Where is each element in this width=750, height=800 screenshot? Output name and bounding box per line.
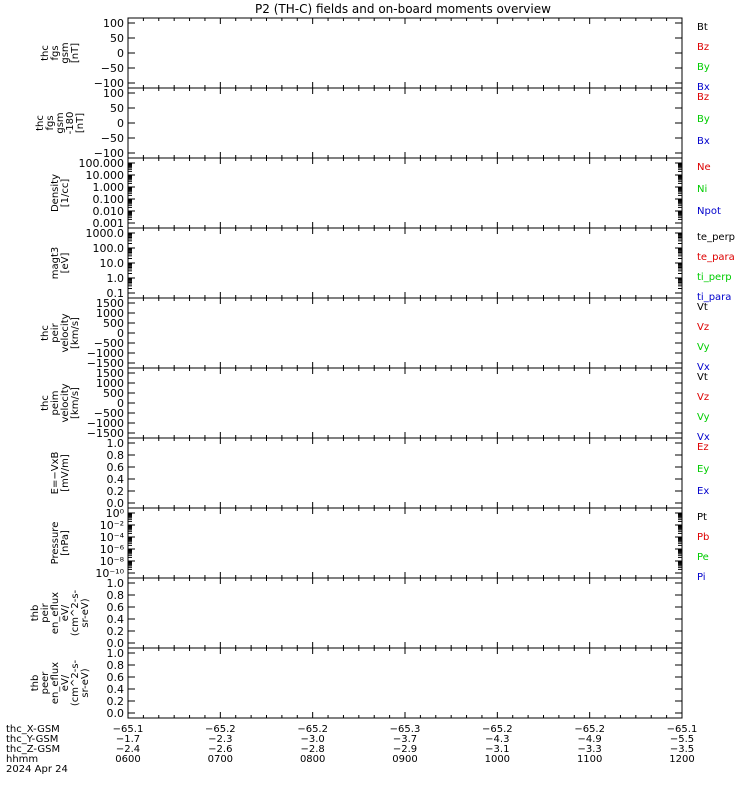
panel-6 — [40, 367, 710, 443]
legend-label: Ni — [697, 184, 708, 195]
y-tick-label: 0.8 — [106, 589, 124, 602]
x-axis-group — [6, 724, 697, 775]
x-axis-row-label: thc_X-GSM — [6, 724, 60, 735]
legend-label: Bt — [697, 22, 708, 33]
y-tick-label: 1.0 — [106, 272, 124, 285]
y-axis-label-line: thb — [30, 604, 41, 622]
y-axis-label-line: peir — [50, 323, 61, 343]
y-tick-label: 0.0 — [106, 497, 124, 510]
y-axis-label-line: [km/s] — [70, 387, 81, 419]
x-axis-row-value: −65.2 — [297, 724, 328, 735]
y-axis-label-line: velocity — [60, 383, 71, 423]
legend-label: Vy — [697, 342, 710, 353]
y-tick-label: 0.6 — [106, 671, 124, 684]
y-tick-label: 10⁻⁸ — [99, 555, 124, 568]
y-tick-label: 0.2 — [106, 695, 124, 708]
y-tick-label: −500 — [93, 337, 124, 350]
y-axis-label-line: sr-eV) — [80, 668, 91, 698]
x-axis-row-value: 1000 — [484, 754, 511, 765]
legend-label: ti_para — [697, 292, 732, 303]
legend-label: te_perp — [697, 232, 736, 243]
legend-label: Vx — [697, 362, 710, 373]
y-axis-label-line: peim — [50, 390, 61, 416]
y-axis-label — [50, 247, 71, 280]
y-axis-label-line: -180 — [65, 111, 76, 135]
x-axis-row-value: 0800 — [299, 754, 326, 765]
y-axis-label-line: [eV] — [60, 252, 71, 274]
panel-frame — [128, 578, 682, 648]
x-axis-row-label: thc_Z-GSM — [6, 744, 61, 755]
panel-frame — [128, 158, 682, 228]
panel-8 — [50, 507, 709, 583]
legend-label: te_para — [697, 252, 735, 263]
y-tick-label: −100 — [93, 147, 124, 160]
x-axis-row-value: −5.5 — [669, 734, 695, 745]
panel-2 — [35, 87, 710, 160]
y-tick-label: −100 — [93, 77, 124, 90]
legend-label: Vz — [697, 322, 710, 333]
panel-frame — [128, 648, 682, 718]
y-axis-label-line: Density — [50, 173, 61, 213]
x-axis-row-value: 0700 — [207, 754, 234, 765]
y-axis-label — [40, 313, 81, 352]
x-axis-row-value: −2.9 — [392, 744, 418, 755]
y-tick-label: 10⁰ — [105, 507, 124, 520]
y-tick-label: 1500 — [96, 297, 124, 310]
legend-label: Vx — [697, 432, 710, 443]
y-axis-label-line: gsm — [55, 112, 66, 134]
legend-label: Pe — [697, 552, 709, 563]
y-axis-label-line: [km/s] — [70, 317, 81, 349]
legend-label: Bx — [697, 82, 710, 93]
y-tick-label: 0.0 — [106, 707, 124, 720]
y-axis-label-line: thc — [40, 325, 51, 341]
x-axis-row-value: −4.3 — [485, 734, 510, 745]
panel-frame — [128, 228, 682, 298]
x-axis-row-value: −65.2 — [205, 724, 236, 735]
legend-label: By — [697, 114, 710, 125]
y-axis-label-line: fgs — [45, 115, 56, 131]
panel-10 — [30, 647, 682, 720]
y-tick-label: 10.0 — [99, 257, 124, 270]
y-tick-label: 0.6 — [106, 461, 124, 474]
y-tick-label: −1500 — [86, 427, 124, 440]
y-axis-label-line: thc — [35, 115, 46, 131]
panel-frame — [128, 508, 682, 578]
panel-9 — [30, 577, 682, 650]
legend-label: Pb — [697, 532, 710, 543]
x-axis-row-value: −4.9 — [577, 734, 602, 745]
panels-group — [30, 17, 735, 720]
y-tick-label: 100.0 — [92, 242, 124, 255]
y-axis-label-line: thc — [40, 45, 51, 61]
x-axis-row-value: −2.6 — [208, 744, 233, 755]
y-tick-label: 50 — [110, 32, 124, 45]
x-axis-row-value: −2.3 — [208, 734, 233, 745]
x-axis-row-value: −65.3 — [389, 724, 421, 735]
y-axis-label-line: [nT] — [75, 112, 86, 134]
y-axis-label — [50, 452, 71, 495]
panel-5 — [40, 297, 710, 373]
x-axis-row-value: −65.2 — [482, 724, 513, 735]
y-tick-label: 0.4 — [106, 613, 124, 626]
y-axis-label-line: [1/cc] — [60, 178, 71, 208]
x-axis-row-value: −65.2 — [574, 724, 605, 735]
y-axis-label-line: sr-eV) — [80, 598, 91, 628]
y-tick-label: 10⁻⁴ — [99, 531, 124, 544]
panel-frame — [128, 88, 682, 158]
legend-label: Pi — [697, 572, 706, 583]
y-tick-label: 0.010 — [92, 205, 124, 218]
y-tick-label: 100 — [103, 87, 124, 100]
y-tick-label: 1.000 — [92, 181, 124, 194]
y-axis-label-line: magt3 — [50, 246, 61, 280]
y-axis-label — [30, 659, 91, 706]
x-axis-row-value: −2.4 — [115, 744, 141, 755]
y-tick-label: 1000.0 — [85, 227, 124, 240]
legend-label: Ne — [697, 162, 711, 173]
chart-title: P2 (TH-C) fields and on-board moments overview — [255, 2, 551, 16]
y-tick-label: −50 — [100, 62, 124, 75]
legend-label: ti_perp — [697, 272, 732, 283]
y-tick-label: −1000 — [86, 417, 124, 430]
x-axis-row-value: −3.5 — [669, 744, 695, 755]
x-axis-row-value: −65.1 — [666, 724, 698, 735]
y-tick-label: 10⁻² — [99, 519, 124, 532]
y-tick-label: 100 — [103, 17, 124, 30]
y-tick-label: −500 — [93, 407, 124, 420]
legend-label: Npot — [697, 206, 721, 217]
y-tick-label: 0.2 — [106, 485, 124, 498]
y-axis-label — [30, 589, 91, 636]
y-axis-label-line: peir — [40, 603, 51, 623]
y-axis-label-line: velocity — [60, 313, 71, 353]
y-axis-label-line: thb — [30, 674, 41, 692]
y-tick-label: 50 — [110, 102, 124, 115]
x-axis-row-value: −3.0 — [300, 734, 325, 745]
x-axis-row-label: hhmm — [6, 754, 39, 765]
y-tick-label: 0 — [117, 47, 124, 60]
y-tick-label: 0.8 — [106, 449, 124, 462]
y-tick-label: 0 — [117, 327, 124, 340]
y-tick-label: −1500 — [86, 357, 124, 370]
y-axis-label-line: en_eflux — [50, 591, 61, 635]
panel-4 — [50, 227, 735, 303]
panel-3 — [50, 157, 721, 230]
legend-label: Ez — [697, 442, 709, 453]
y-axis-label-line: Pressure — [50, 521, 61, 565]
legend-label: Bz — [697, 92, 710, 103]
y-tick-label: 0.8 — [106, 659, 124, 672]
x-axis-row-value: 1100 — [576, 754, 603, 765]
y-tick-label: 1500 — [96, 367, 124, 380]
legend-label: Pt — [697, 512, 707, 523]
y-tick-label: 0.100 — [92, 193, 124, 206]
y-axis-label-line: en_eflux — [50, 661, 61, 705]
x-axis-row-value: 1200 — [669, 754, 695, 765]
panel-frame — [128, 18, 682, 88]
panel-7 — [50, 437, 709, 510]
y-axis-label-line: E=−VxB — [50, 451, 61, 495]
legend-label: Bz — [697, 42, 710, 53]
y-tick-label: 0.2 — [106, 625, 124, 638]
y-axis-label-line: [nT] — [70, 42, 81, 64]
y-tick-label: 0.4 — [106, 473, 124, 486]
x-axis-row-value: −3.3 — [577, 744, 602, 755]
y-tick-label: 1.0 — [106, 437, 124, 450]
legend-label: Ex — [697, 486, 710, 497]
x-axis-row-value: −3.7 — [392, 734, 418, 745]
y-tick-label: 500 — [103, 387, 124, 400]
y-axis-label — [40, 42, 81, 63]
y-tick-label: 0 — [117, 397, 124, 410]
x-axis-row-value: 0900 — [392, 754, 418, 765]
y-axis-label — [50, 174, 71, 212]
y-axis-label-line: eV/ — [60, 604, 71, 622]
panel-frame — [128, 368, 682, 438]
y-axis-label — [50, 522, 71, 565]
y-axis-label-line: fgs — [50, 45, 61, 61]
y-axis-label-line: eV/ — [60, 674, 71, 692]
y-axis-label-line: gsm — [60, 42, 71, 64]
x-axis-row-value: −1.7 — [115, 734, 141, 745]
y-tick-label: 500 — [103, 317, 124, 330]
y-tick-label: 10⁻⁶ — [99, 543, 124, 556]
legend-label: Vz — [697, 392, 710, 403]
y-axis-label — [35, 112, 86, 135]
y-axis-label — [40, 383, 81, 422]
panel-1 — [40, 17, 710, 93]
y-axis-label-line: (cm^2-s- — [70, 589, 81, 637]
y-tick-label: 0.1 — [106, 287, 124, 300]
y-tick-label: 1000 — [96, 377, 124, 390]
y-tick-label: 1000 — [96, 307, 124, 320]
x-axis-row-value: −65.1 — [112, 724, 144, 735]
y-tick-label: 0.4 — [106, 683, 124, 696]
y-tick-label: 1.0 — [106, 647, 124, 660]
y-axis-label-line: thc — [40, 395, 51, 411]
legend-label: Vy — [697, 412, 710, 423]
y-axis-label-line: [nPa] — [60, 530, 71, 556]
legend-label: Bx — [697, 136, 710, 147]
x-axis-row-label: thc_Y-GSM — [6, 734, 59, 745]
y-tick-label: 0.6 — [106, 601, 124, 614]
legend-label: Vt — [697, 302, 708, 313]
legend-label: By — [697, 62, 710, 73]
y-tick-label: 1.0 — [106, 577, 124, 590]
y-axis-label-line: [mV/m] — [60, 454, 71, 492]
y-tick-label: 0.001 — [92, 217, 124, 230]
x-axis-row-value: 0600 — [115, 754, 141, 765]
y-tick-label: −1000 — [86, 347, 124, 360]
y-tick-label: 0 — [117, 117, 124, 130]
x-axis-row-value: −3.1 — [485, 744, 510, 755]
y-tick-label: 100.000 — [78, 157, 124, 170]
legend-label: Ey — [697, 464, 710, 475]
x-axis-date: 2024 Apr 24 — [6, 764, 68, 775]
legend-label: Vt — [697, 372, 708, 383]
x-axis-row-value: −2.8 — [300, 744, 325, 755]
y-tick-label: 10.000 — [85, 169, 124, 182]
panel-frame — [128, 298, 682, 368]
y-tick-label: −50 — [100, 132, 124, 145]
y-axis-label-line: peer — [40, 671, 51, 695]
y-tick-label: 10⁻¹⁰ — [95, 567, 124, 580]
y-tick-label: 0.0 — [106, 637, 124, 650]
y-axis-label-line: (cm^2-s- — [70, 659, 81, 707]
panel-frame — [128, 438, 682, 508]
